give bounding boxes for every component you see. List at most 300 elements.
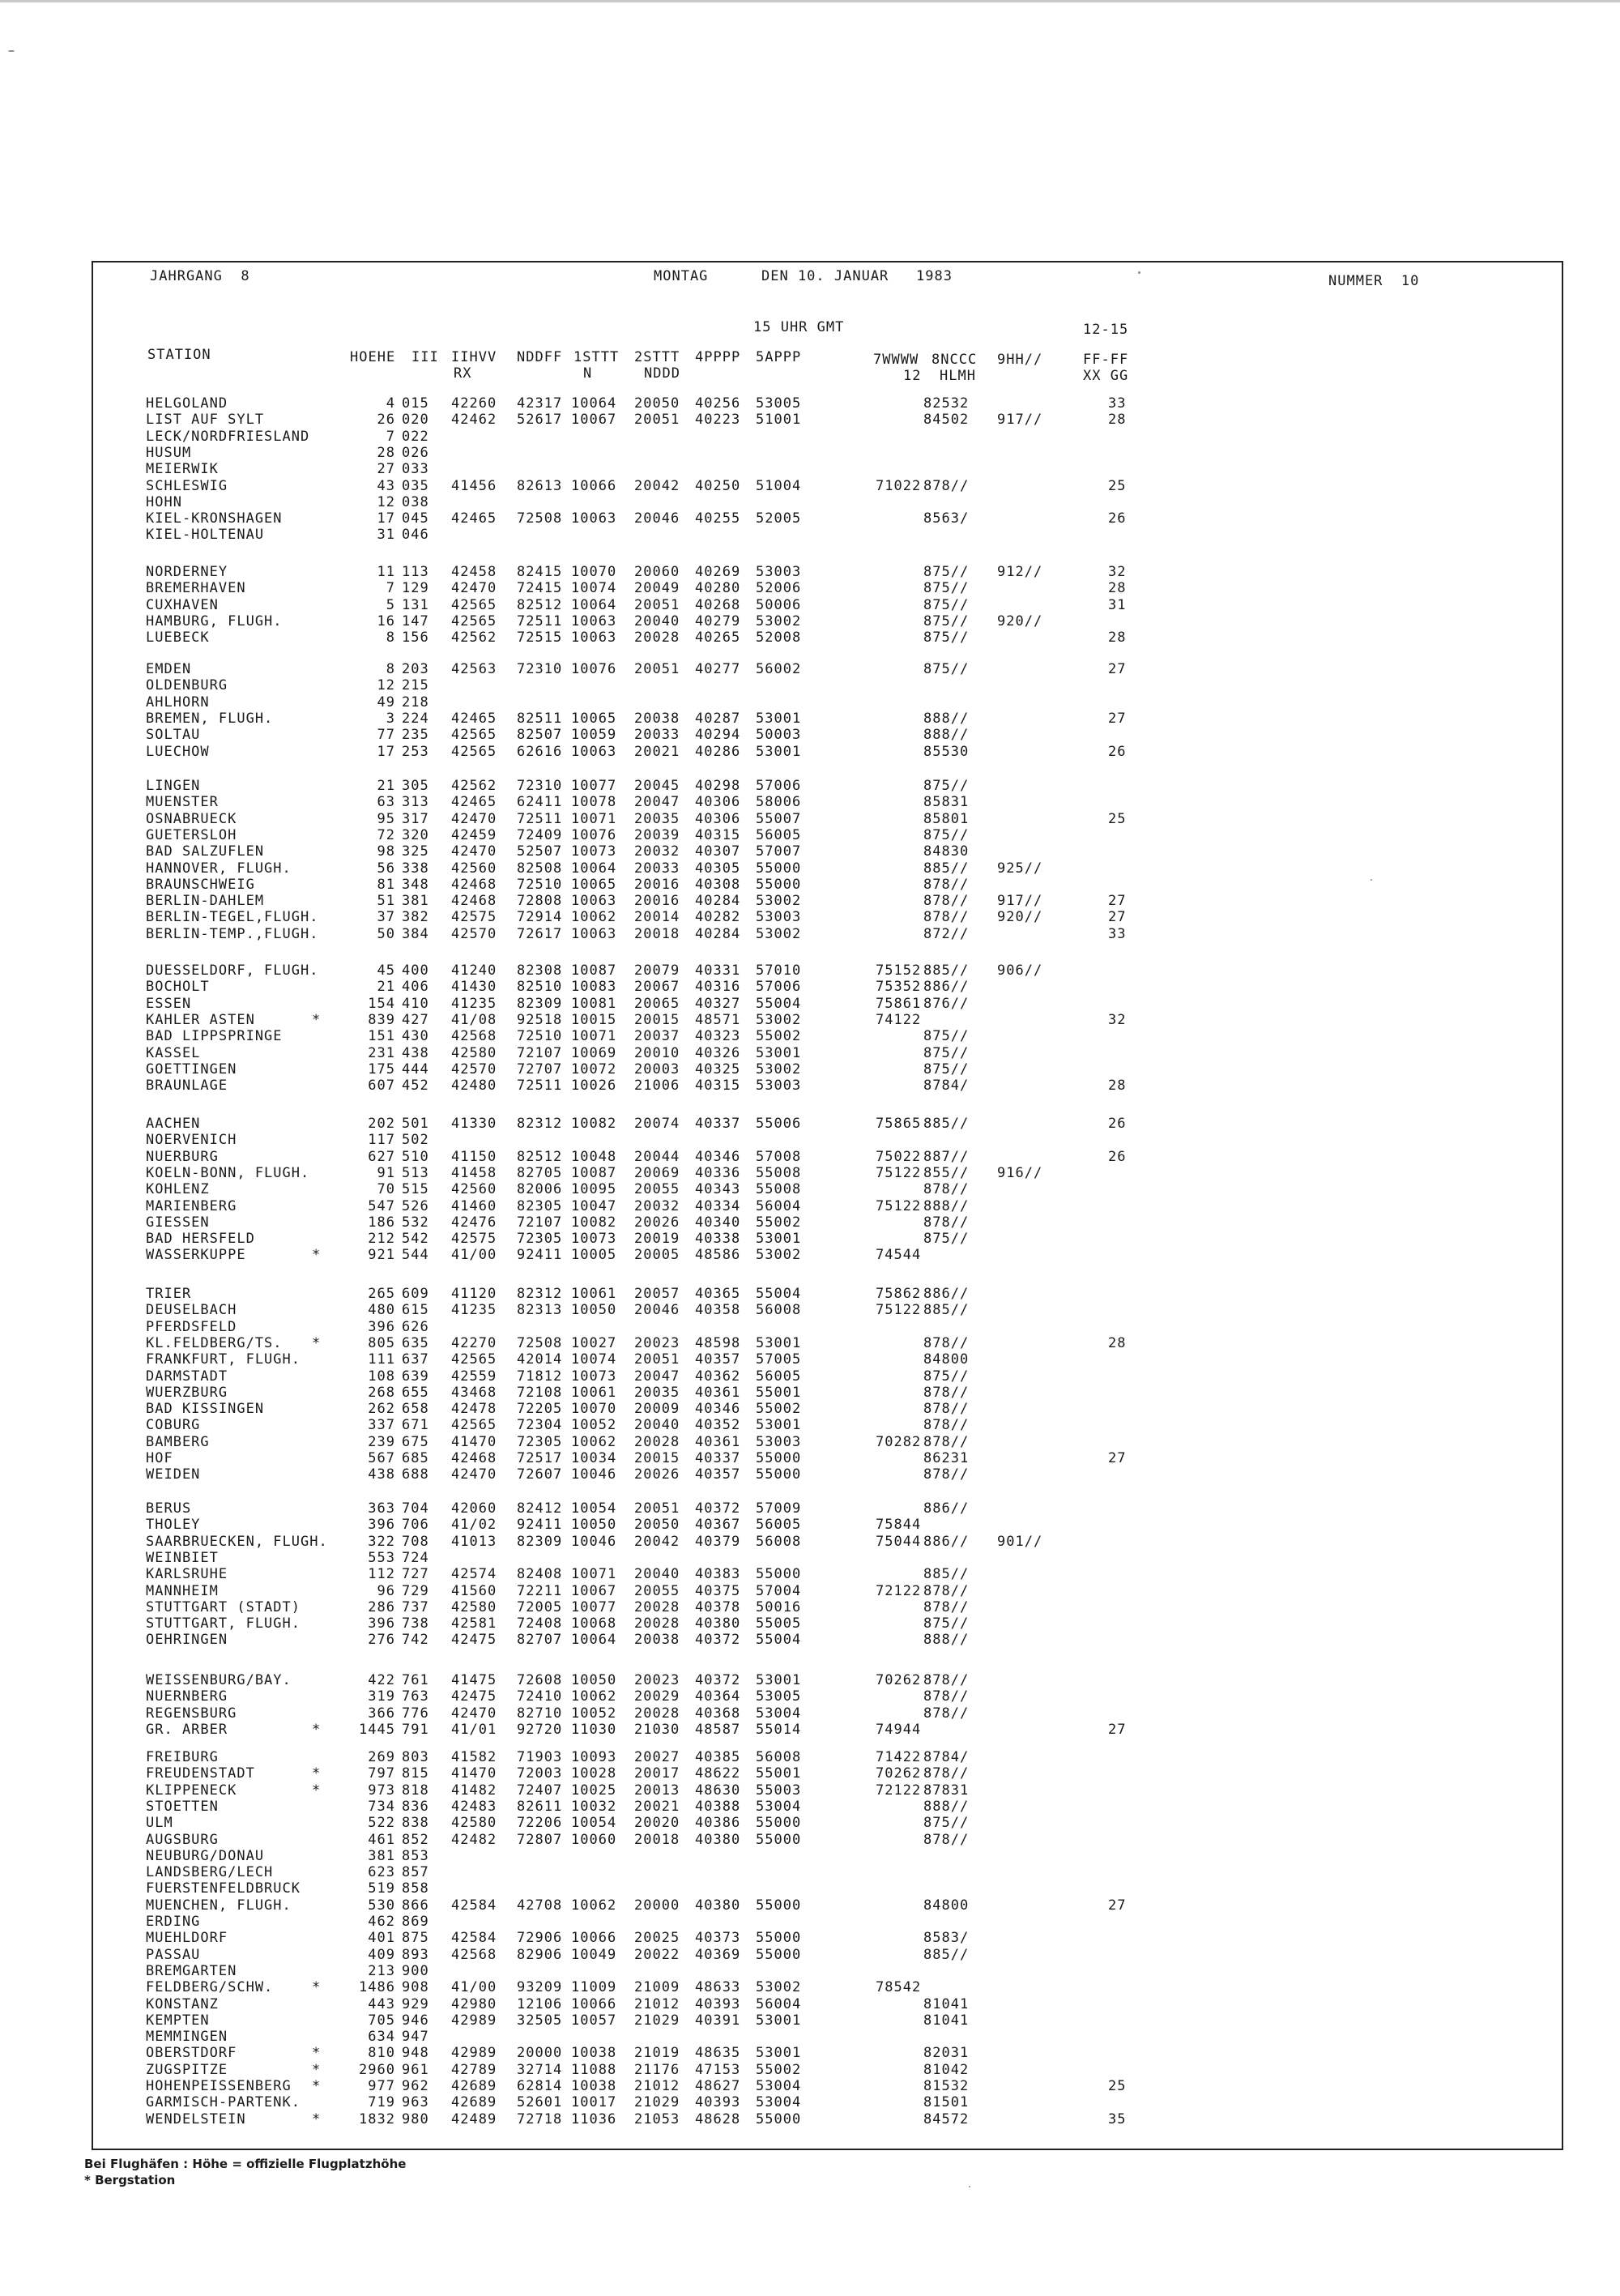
iii: 685 [402,1450,429,1466]
group-4pppp: 40287 [695,710,741,727]
nddff: 82006 [517,1181,563,1198]
group-8nccc: 886// [923,1500,970,1517]
station-name: BERLIN-TEMP.,FLUGH. [146,925,319,942]
group-8nccc: 85801 [923,810,970,827]
hoehe: 607 [368,1078,395,1095]
group-7wwww: 75352 [876,979,922,996]
station-name: KLIPPENECK [146,1782,237,1799]
group-5appp: 55000 [756,1450,802,1466]
group-1sttt: 10054 [571,1815,617,1832]
group-2sttt: 20029 [634,1688,680,1705]
group-9hh: 901// [997,1533,1043,1550]
nddff: 72508 [517,510,563,527]
nddff: 72005 [517,1598,563,1615]
station-name: ESSEN [146,995,192,1012]
group-4pppp: 40308 [695,876,741,893]
iihvv: 42575 [451,909,497,926]
iihvv: 42060 [451,1500,497,1517]
station-row [0,527,1620,543]
col-hoehe: HOEHE [350,349,396,365]
group-5appp: 51001 [756,412,802,429]
group-2sttt: 21012 [634,1995,680,2012]
hoehe: 805 [368,1334,395,1351]
group-4pppp: 40298 [695,778,741,794]
iihvv: 42468 [451,893,497,910]
group-5appp: 57009 [756,1500,802,1517]
group-8nccc: 878// [923,1582,970,1599]
station-row [0,2078,1620,2094]
iihvv: 42581 [451,1615,497,1632]
group-5appp: 57004 [756,1582,802,1599]
iihvv: 41/08 [451,1011,497,1028]
hoehe: 363 [368,1500,395,1517]
group-4pppp: 48586 [695,1247,741,1264]
col-7wwww-sub: 12 [903,368,922,384]
station-row [0,1996,1620,2012]
station-name: HELGOLAND [146,395,228,412]
iihvv: 43468 [451,1384,497,1401]
iii: 675 [402,1433,429,1450]
group-8nccc: 878// [923,1672,970,1688]
group-1sttt: 10071 [571,810,617,827]
iihvv: 42475 [451,1632,497,1649]
iii: 727 [402,1566,429,1583]
issue-number: NUMMER 10 [1328,273,1420,289]
mountain-marker: * [312,1721,322,1738]
iihvv: 41582 [451,1749,497,1765]
iii: 836 [402,1798,429,1815]
group-5appp: 55000 [756,1815,802,1832]
group-5appp: 53003 [756,1433,802,1450]
station-name: AHLHORN [146,693,210,711]
station-row [0,778,1620,794]
group-8nccc: 878// [923,1765,970,1782]
hoehe: 16 [377,612,395,629]
group-4pppp: 40358 [695,1302,741,1319]
group-8nccc: 85831 [923,794,970,811]
hoehe: 286 [368,1598,395,1615]
group-1sttt: 10027 [571,1334,617,1351]
group-4pppp: 40306 [695,794,741,811]
group-1sttt: 11088 [571,2061,617,2078]
station-row [0,510,1620,527]
nddff: 82415 [517,564,563,580]
group-2sttt: 20028 [634,1705,680,1722]
hoehe: 396 [368,1517,395,1534]
group-1sttt: 10082 [571,1214,617,1231]
group-2sttt: 20069 [634,1164,680,1181]
ff-gust: 28 [1108,1334,1127,1351]
group-4pppp: 40385 [695,1749,741,1765]
group-8nccc: 887// [923,1148,970,1165]
iihvv: 42489 [451,2110,497,2127]
iii: 857 [402,1864,429,1881]
iii: 708 [402,1533,429,1550]
group-4pppp: 40255 [695,510,741,527]
nddff: 72607 [517,1466,563,1483]
station-row [0,1550,1620,1566]
group-8nccc: 872// [923,925,970,942]
group-4pppp: 40369 [695,1946,741,1963]
station-row [0,1116,1620,1132]
group-2sttt: 20046 [634,1302,680,1319]
group-1sttt: 10087 [571,1164,617,1181]
iihvv: 42580 [451,1815,497,1832]
group-2sttt: 21012 [634,2078,680,2094]
group-9hh: 920// [997,612,1043,629]
station-row [0,1632,1620,1648]
nddff: 72511 [517,1078,563,1095]
nddff: 82710 [517,1705,563,1722]
station-name: DUESSELDORF, FLUGH. [146,962,319,979]
hoehe: 627 [368,1148,395,1165]
ff-gust: 25 [1108,477,1127,494]
iii: 893 [402,1946,429,1963]
station-name: ZUGSPITZE [146,2061,228,2078]
iii: 761 [402,1672,429,1688]
iihvv: 42565 [451,1351,497,1368]
station-name: MUENSTER [146,794,219,811]
nddff: 62616 [517,743,563,760]
group-1sttt: 10066 [571,1930,617,1947]
iihvv: 42465 [451,510,497,527]
group-8nccc: 878// [923,1831,970,1848]
station-row [0,794,1620,810]
group-5appp: 53002 [756,925,802,942]
hoehe: 553 [368,1549,395,1566]
group-1sttt: 10070 [571,564,617,580]
mountain-marker: * [312,2061,322,2078]
ff-gust: 31 [1108,596,1127,613]
col-4pppp: 4PPPP [695,349,741,365]
group-1sttt: 10049 [571,1946,617,1963]
group-4pppp: 40367 [695,1517,741,1534]
group-5appp: 56008 [756,1533,802,1550]
group-8nccc: 885// [923,962,970,979]
station-row [0,877,1620,893]
hoehe: 1486 [359,1979,395,1996]
nddff: 72511 [517,612,563,629]
station-row [0,1688,1620,1705]
group-2sttt: 20067 [634,979,680,996]
station-row [0,1705,1620,1722]
station-name: BERLIN-DAHLEM [146,893,265,910]
group-4pppp: 40361 [695,1433,741,1450]
hoehe: 381 [368,1847,395,1864]
group-5appp: 53004 [756,1798,802,1815]
hoehe: 50 [377,925,395,942]
iii: 147 [402,612,429,629]
station-row [0,744,1620,760]
station-row [0,893,1620,909]
group-5appp: 52008 [756,629,802,647]
station-row [0,1749,1620,1765]
group-2sttt: 21019 [634,2045,680,2062]
group-4pppp: 48633 [695,1979,741,1996]
group-1sttt: 10057 [571,2012,617,2029]
group-4pppp: 40346 [695,1148,741,1165]
hoehe: 43 [377,477,395,494]
hoehe: 734 [368,1798,395,1815]
group-8nccc: 875// [923,1028,970,1045]
hoehe: 111 [368,1351,395,1368]
group-1sttt: 10065 [571,710,617,727]
ff-gust: 25 [1108,2078,1127,2094]
ff-gust: 28 [1108,1078,1127,1095]
iihvv: 41330 [451,1116,497,1132]
group-2sttt: 20022 [634,1946,680,1963]
group-7wwww: 74944 [876,1721,922,1738]
station-row [0,2094,1620,2110]
station-row [0,694,1620,711]
col-7wwww: 7WWWW [873,352,919,368]
hoehe: 719 [368,2094,395,2111]
group-8nccc: 875// [923,596,970,613]
station-name: WASSERKUPPE [146,1247,246,1264]
group-1sttt: 11030 [571,1721,617,1738]
iii: 320 [402,826,429,843]
group-8nccc: 878// [923,1688,970,1705]
iii: 400 [402,962,429,979]
group-2sttt: 20051 [634,412,680,429]
nddff: 92720 [517,1721,563,1738]
iii: 803 [402,1749,429,1765]
hoehe: 8 [386,661,395,677]
iii: 338 [402,860,429,877]
station-row [0,1368,1620,1385]
iihvv: 42580 [451,1044,497,1061]
group-8nccc: 875// [923,1815,970,1832]
col-iihvv: IIHVV [451,349,497,365]
hoehe: 186 [368,1214,395,1231]
group-8nccc: 84830 [923,843,970,860]
station-name: EMDEN [146,661,192,677]
nddff: 82705 [517,1164,563,1181]
station-row [0,926,1620,942]
group-1sttt: 10073 [571,1231,617,1248]
hoehe: 96 [377,1582,395,1599]
group-1sttt: 10061 [571,1384,617,1401]
group-5appp: 57005 [756,1351,802,1368]
group-5appp: 55003 [756,1782,802,1799]
group-1sttt: 10065 [571,876,617,893]
iihvv: 42470 [451,843,497,860]
group-4pppp: 40364 [695,1688,741,1705]
station-row [0,2045,1620,2061]
group-8nccc: 885// [923,1946,970,1963]
iihvv: 42989 [451,2045,497,2062]
station-row [0,395,1620,412]
iii: 815 [402,1765,429,1782]
iii: 203 [402,661,429,677]
nddff: 52507 [517,843,563,860]
group-8nccc: 888// [923,1197,970,1214]
group-5appp: 53001 [756,710,802,727]
col-8nccc-sub: HLMH [940,368,976,384]
group-2sttt: 20021 [634,1798,680,1815]
station-name: GARMISCH-PARTENK. [146,2094,301,2111]
group-1sttt: 10050 [571,1517,617,1534]
station-name: LINGEN [146,778,201,794]
iihvv: 42480 [451,1078,497,1095]
group-4pppp: 40334 [695,1197,741,1214]
iii: 026 [402,444,429,461]
volume-label: JAHRGANG 8 [150,268,250,284]
col-ff: FF-FF [1083,352,1129,368]
group-2sttt: 20028 [634,1433,680,1450]
group-7wwww: 70282 [876,1433,922,1450]
nddff: 72415 [517,580,563,597]
nddff: 72515 [517,629,563,647]
group-8nccc: 8784/ [923,1078,970,1095]
group-9hh: 912// [997,564,1043,580]
group-7wwww: 75122 [876,1164,922,1181]
nddff: 72305 [517,1231,563,1248]
station-name: HUSUM [146,444,192,461]
station-row [0,1914,1620,1930]
group-4pppp: 40391 [695,2012,741,2029]
iii: 655 [402,1384,429,1401]
station-name: CUXHAVEN [146,596,219,613]
station-name: NOERVENICH [146,1132,237,1149]
group-4pppp: 40365 [695,1286,741,1302]
iii: 791 [402,1721,429,1738]
nddff: 72408 [517,1615,563,1632]
station-row [0,1979,1620,1995]
group-2sttt: 20015 [634,1011,680,1028]
iihvv: 42565 [451,743,497,760]
iihvv: 41/00 [451,1247,497,1264]
group-2sttt: 20047 [634,1368,680,1385]
iihvv: 41235 [451,1302,497,1319]
hoehe: 268 [368,1384,395,1401]
group-1sttt: 10026 [571,1078,617,1095]
group-7wwww: 74122 [876,1011,922,1028]
ff-gust: 27 [1108,893,1127,910]
hoehe: 634 [368,2029,395,2046]
weekday-label: MONTAG [654,268,709,284]
hoehe: 213 [368,1962,395,1979]
iii: 410 [402,995,429,1012]
station-row [0,1132,1620,1148]
group-5appp: 55000 [756,1466,802,1483]
group-4pppp: 40279 [695,612,741,629]
iihvv: 42570 [451,1061,497,1078]
iii: 438 [402,1044,429,1061]
iii: 776 [402,1705,429,1722]
station-name: HAMBURG, FLUGH. [146,612,283,629]
station-name: WEIDEN [146,1466,201,1483]
nddff: 72807 [517,1831,563,1848]
group-4pppp: 40256 [695,395,741,412]
group-4pppp: 40305 [695,860,741,877]
station-name: MUEHLDORF [146,1930,228,1947]
group-8nccc: 875// [923,661,970,677]
hoehe: 443 [368,1995,395,2012]
group-5appp: 55002 [756,2061,802,2078]
group-5appp: 55000 [756,1946,802,1963]
iii: 430 [402,1028,429,1045]
group-2sttt: 21029 [634,2012,680,2029]
nddff: 72718 [517,2110,563,2127]
nddff: 72508 [517,1334,563,1351]
station-row [0,1061,1620,1078]
station-name: KARLSRUHE [146,1566,228,1583]
iihvv: 42465 [451,710,497,727]
station-name: KONSTANZ [146,1995,219,2012]
hoehe: 7 [386,428,395,445]
iii: 513 [402,1164,429,1181]
iii: 963 [402,2094,429,2111]
group-4pppp: 40393 [695,2094,741,2111]
hoehe: 422 [368,1672,395,1688]
group-5appp: 55002 [756,1028,802,1045]
group-2sttt: 20023 [634,1672,680,1688]
group-5appp: 53001 [756,1334,802,1351]
group-4pppp: 40362 [695,1368,741,1385]
hoehe: 37 [377,909,395,926]
group-2sttt: 21053 [634,2110,680,2127]
group-4pppp: 40280 [695,580,741,597]
nddff: 52617 [517,412,563,429]
col-2sttt-sub: NDDD [644,365,680,382]
station-row [0,811,1620,827]
col-ff-sub: XX GG [1083,368,1129,384]
group-5appp: 53001 [756,1231,802,1248]
iihvv: 41475 [451,1672,497,1688]
group-2sttt: 20040 [634,612,680,629]
iihvv: 42689 [451,2078,497,2094]
iii: 704 [402,1500,429,1517]
iihvv: 41458 [451,1164,497,1181]
iihvv: 41240 [451,962,497,979]
scan-speck [969,2186,970,2187]
group-7wwww: 70262 [876,1765,922,1782]
group-2sttt: 20049 [634,580,680,597]
hoehe: 4 [386,395,395,412]
group-5appp: 50003 [756,727,802,744]
group-5appp: 55006 [756,1116,802,1132]
group-2sttt: 20019 [634,1231,680,1248]
hoehe: 839 [368,1011,395,1028]
group-2sttt: 20017 [634,1765,680,1782]
scan-speck [8,50,15,52]
iii: 908 [402,1979,429,1996]
group-7wwww: 72122 [876,1782,922,1799]
iihvv: 41/01 [451,1721,497,1738]
nddff: 72206 [517,1815,563,1832]
station-row [0,2111,1620,2127]
hoehe: 810 [368,2045,395,2062]
hoehe: 973 [368,1782,395,1799]
station-row [0,1517,1620,1533]
nddff: 72707 [517,1061,563,1078]
group-1sttt: 10062 [571,909,617,926]
station-name: WEISSENBURG/BAY. [146,1672,292,1688]
group-5appp: 57006 [756,979,802,996]
hoehe: 623 [368,1864,395,1881]
group-1sttt: 10062 [571,1897,617,1914]
hoehe: 1445 [359,1721,395,1738]
group-1sttt: 10081 [571,995,617,1012]
group-8nccc: 885// [923,1302,970,1319]
group-5appp: 50016 [756,1598,802,1615]
group-4pppp: 40361 [695,1384,741,1401]
hoehe: 567 [368,1450,395,1466]
group-2sttt: 20060 [634,564,680,580]
group-5appp: 55000 [756,1897,802,1914]
station-row [0,597,1620,613]
